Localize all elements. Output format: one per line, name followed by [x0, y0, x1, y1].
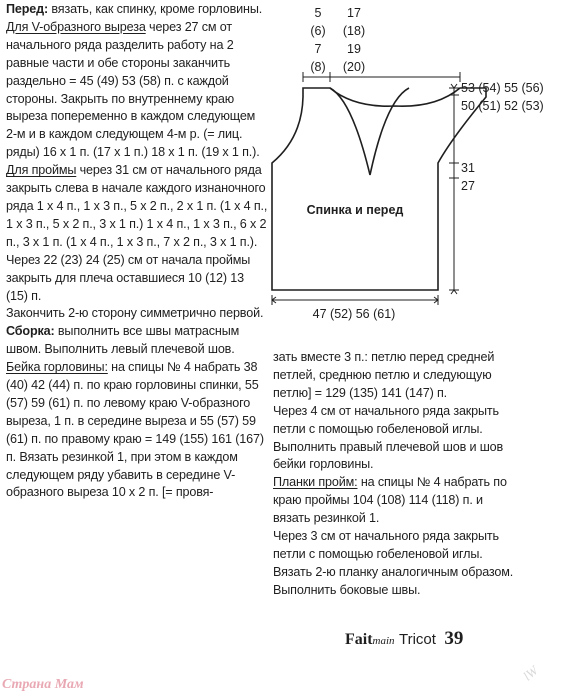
right-paragraph: [273, 582, 517, 600]
left-paragraph: [6, 252, 268, 306]
paragraph-text: Через 4 см от начального ряда закрыть петли с помощью гобеленовой иглы. Выполнить правый плечевой шов и шов бейки горловины.: [273, 403, 504, 472]
v-neck-outline: [330, 88, 409, 175]
label-neck-a: 17: [347, 6, 361, 20]
label-shoulder-b: (6): [310, 24, 326, 38]
right-paragraph: [273, 403, 517, 475]
paragraph-text: на спицы № 4 набрать 38 (40) 42 (44) п. по краю горловины спинки, 55 (57) 59 (61) п. по левому краю V-образного выреза, 1 п. в середине выреза и 55 (57) 59 (61) п. по правому краю = 149 (155) 161 (167) п. Вязать резинкой 1, при этом в каждом следующем ряду убавить в середине V-образного выреза 10 х 2 п. [= провя-: [6, 360, 264, 500]
bold-heading: Сборка:: [6, 324, 55, 339]
right-paragraph: [273, 349, 517, 403]
paragraph-text: Выполнить боковые швы.: [273, 582, 421, 597]
label-shoulder-c: 7: [314, 42, 322, 56]
paragraph-text: вязать, как спинку, кроме горловины.: [48, 2, 263, 16]
left-paragraph: [6, 19, 268, 162]
footer-brand-main: main: [372, 635, 395, 647]
underlined-heading: Для проймы: [6, 163, 77, 178]
right-paragraph: [273, 474, 517, 528]
page-footer: [345, 628, 565, 656]
paragraph-text: Через 22 (23) 24 (25) см от начала проймы закрыть для плеча оставшиеся 10 (12) 13 (15) п.: [6, 252, 251, 303]
page-number: 39: [444, 628, 464, 649]
paragraph-text: зать вместе 3 п.: петлю перед средней петлей, среднюю петлю и следующую петлю] = 129 (135) 141 (147) п.: [273, 350, 495, 400]
footer-brand-fait: Fait: [345, 631, 373, 648]
label-neck-d: (20): [342, 60, 366, 74]
label-neck-c: 19: [347, 42, 361, 56]
paragraph-text: Через 3 см от начального ряда закрыть петли с помощью гобеленовой иглы. Вязать 2-ю планку аналогичным образом.: [273, 529, 514, 579]
underlined-heading: Планки пройм:: [273, 475, 358, 490]
paragraph-text: выполнить все швы матрасным швом. Выполнить левый плечевой шов.: [6, 324, 240, 357]
label-length-b: 50 (51) 52 (53): [461, 99, 544, 113]
label-length-a: 53 (54) 55 (56): [461, 81, 544, 95]
watermark-strana-mam: Страна Мам: [2, 677, 84, 692]
paragraph-text: через 27 см от начального ряда разделить работу на 2 равные части и обе стороны заканчить раздельно = 45 (49) 53 (58) п. с каждой стороны. Закрыть по внутреннему краю выреза попеременно в каждом следующем 2-м и в каждом следующем 4-м р. (= лиц. ряды) 16 х 1 п. (17 х 1 п.) 18 х 1 п. (19 х 1 п.).: [6, 19, 260, 160]
left-paragraph: [6, 305, 268, 323]
underlined-heading: Для V-образного выреза: [6, 19, 146, 34]
label-shoulder-d: (8): [310, 60, 326, 74]
label-neck-b: (18): [342, 24, 366, 38]
label-bottom-width: 47 (52) 56 (61): [312, 307, 396, 321]
bold-heading: Перед:: [6, 2, 49, 16]
paragraph-text: через 31 см от начального ряда закрыть слева в начале каждого изнаночного ряда 1 х 4 п., 1 х 3 п., 5 х 2 п., 2 х 1 п. (1 х 4 п., 1 х 3 п., 5 х 2 п., 3 х 1 п.) 1 х 4 п., 1 х 3 п., 6 х 2 п., 3 х 1 п. (1 х 4 п., 1 х 3 п., 7 х 2 п., 3 х 1 п.).: [6, 163, 268, 249]
label-piece-name: Спинка и перед: [306, 203, 404, 217]
left-paragraph: [6, 162, 268, 252]
left-paragraph: [6, 1, 268, 19]
footer-brand-tricot: Tricot: [399, 631, 436, 648]
watermark-corner: lW: [520, 662, 541, 684]
label-shoulder-a: 5: [314, 6, 322, 20]
vest-schematic-diagram: [262, 0, 570, 345]
paragraph-text: Закончить 2-ю сторону симметрично первой.: [6, 306, 264, 321]
underlined-heading: Бейка горловины:: [6, 360, 108, 375]
left-paragraph: [6, 323, 268, 359]
right-paragraph: [273, 528, 517, 582]
left-paragraph: [6, 359, 268, 502]
label-neck-start-height: 27: [461, 179, 475, 193]
label-armhole-height: 31: [461, 161, 475, 175]
paragraph-text: на спицы № 4 набрать по краю проймы 104 (108) 114 (118) п. и вязать резинкой 1.: [273, 475, 507, 526]
instructions-left-column: [6, 1, 268, 502]
instructions-right-column: [273, 349, 517, 600]
